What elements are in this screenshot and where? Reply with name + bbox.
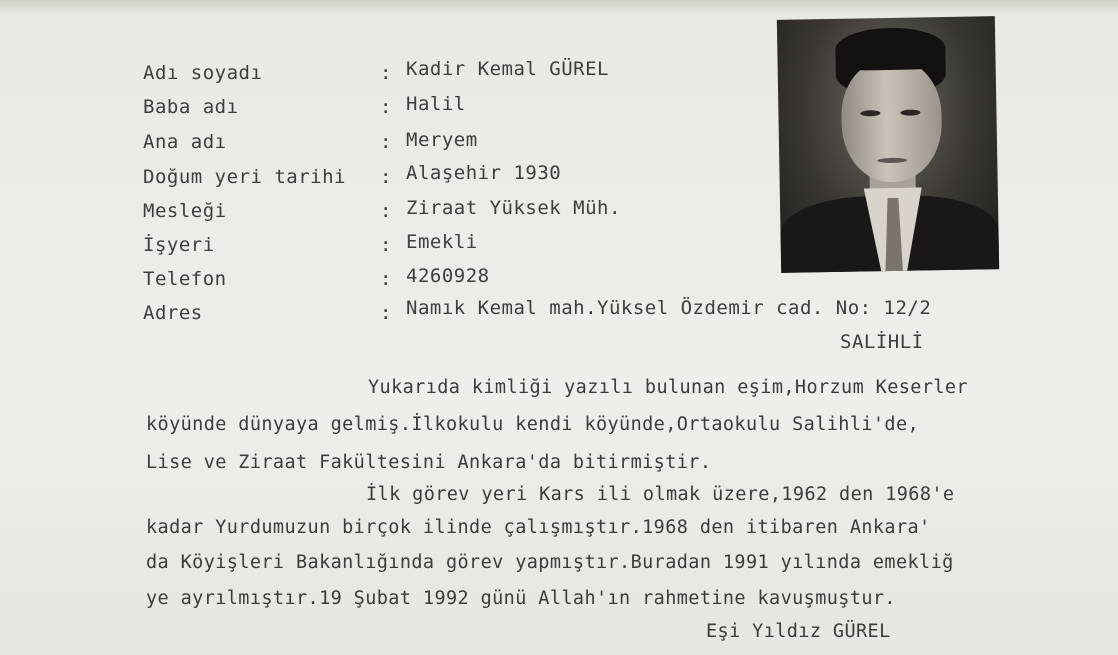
value-workplace: Emekli	[406, 231, 478, 253]
separator: :	[380, 302, 392, 324]
separator: :	[380, 268, 392, 290]
separator: :	[380, 96, 392, 118]
separator: :	[380, 200, 392, 222]
separator: :	[380, 131, 392, 153]
body-line: İlk görev yeri Kars ili olmak üzere,1962 den 1968'e	[366, 484, 955, 505]
body-line: Yukarıda kimliği yazılı bulunan eşim,Horzum Keserler	[368, 377, 968, 398]
separator: :	[380, 166, 392, 188]
body-line: kadar Yurdumuzun birçok ilinde çalışmıştır.1968 den itibaren Ankara'	[146, 517, 931, 538]
label-mother-name: Ana adı	[143, 131, 227, 153]
value-father-name: Halil	[406, 93, 466, 115]
label-name: Adı soyadı	[143, 62, 263, 84]
value-mother-name: Meryem	[406, 129, 478, 151]
label-father-name: Baba adı	[143, 96, 239, 118]
body-line: Lise ve Ziraat Fakültesini Ankara'da bitirmiştir.	[146, 452, 712, 473]
separator: :	[380, 234, 392, 256]
value-profession: Ziraat Yüksek Müh.	[406, 197, 621, 219]
label-address: Adres	[143, 302, 203, 324]
label-profession: Mesleği	[143, 200, 227, 222]
label-phone: Telefon	[143, 268, 227, 290]
value-name: Kadir Kemal GÜREL	[406, 58, 609, 80]
address-city: SALİHLİ	[840, 331, 924, 353]
portrait-photo	[777, 16, 999, 273]
label-birth: Doğum yeri tarihi	[143, 166, 346, 188]
value-phone: 4260928	[406, 265, 490, 287]
body-line: da Köyişleri Bakanlığında görev yapmıştır.Buradan 1991 yılında emekliğ	[146, 552, 954, 573]
separator: :	[380, 62, 392, 84]
label-workplace: İşyeri	[143, 234, 215, 256]
value-address: Namık Kemal mah.Yüksel Özdemir cad. No: 12/2	[406, 297, 932, 319]
value-birth: Alaşehir 1930	[406, 162, 562, 184]
body-line: köyünde dünyaya gelmiş.İlkokulu kendi köyünde,Ortaokulu Salihli'de,	[146, 414, 920, 435]
signature-line: Eşi Yıldız GÜREL	[706, 621, 891, 642]
body-line: ye ayrılmıştır.19 Şubat 1992 günü Allah'ın rahmetine kavuşmuştur.	[146, 588, 896, 609]
